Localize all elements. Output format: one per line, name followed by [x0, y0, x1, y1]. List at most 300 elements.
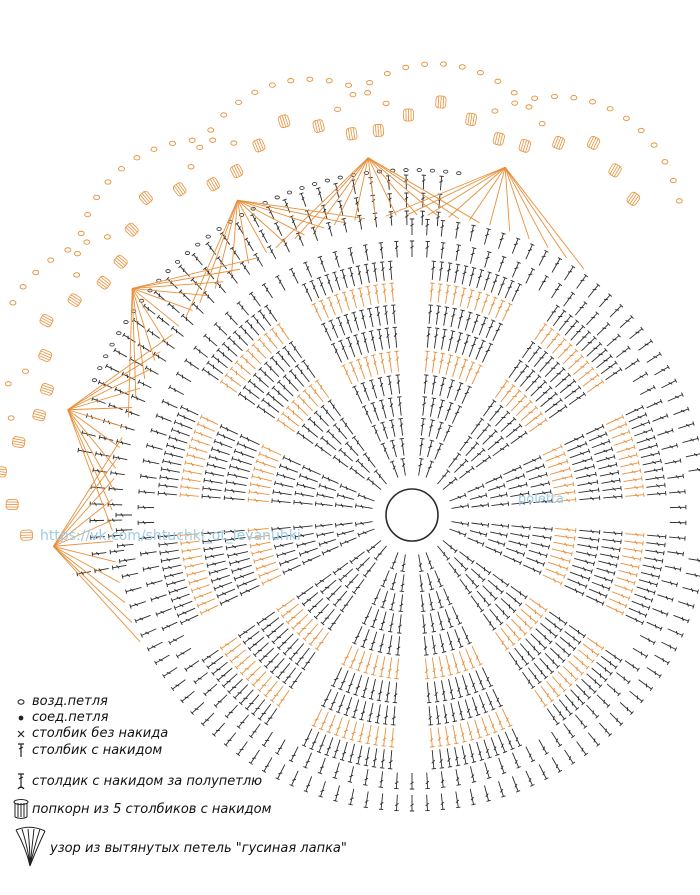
dc-stitch — [109, 403, 124, 412]
dc-stitch — [537, 275, 549, 291]
dc-stitch — [378, 633, 387, 652]
dc-stitch — [491, 572, 509, 587]
dc-stitch — [312, 708, 324, 727]
dc-stitch — [419, 594, 425, 611]
dc-stitch — [153, 352, 167, 363]
dc-stitch — [468, 788, 476, 805]
dc-stitch — [544, 398, 563, 414]
dc-stitch — [547, 459, 568, 470]
dc-stitch — [396, 636, 402, 655]
dc-stitch — [237, 577, 258, 589]
dc-stitch — [524, 244, 535, 260]
dc-stitch — [465, 290, 474, 309]
dc-stitch — [634, 428, 653, 438]
dc-stitch — [365, 286, 373, 305]
dc-stitch — [660, 379, 676, 390]
dc-stitch — [669, 489, 685, 495]
dc-stitch — [336, 694, 347, 713]
dc-stitch — [112, 563, 127, 570]
dc-stitch — [380, 262, 387, 281]
dc-stitch — [359, 701, 368, 720]
dc-stitch — [585, 704, 599, 719]
dc-stitch — [572, 456, 593, 466]
dc-stitch — [240, 583, 260, 596]
dc-stitch — [530, 481, 549, 490]
dc-stitch — [550, 283, 562, 299]
dc-stitch — [377, 329, 385, 350]
dc-stitch — [445, 263, 452, 282]
dc-stitch — [484, 691, 495, 710]
dc-stitch — [494, 711, 505, 730]
dc-stitch — [182, 546, 201, 553]
dc-stitch — [548, 405, 567, 420]
dc-stitch — [315, 522, 332, 528]
dc-stitch — [317, 734, 328, 753]
dc-stitch — [622, 468, 641, 476]
dc-stitch — [192, 302, 205, 315]
dc-stitch — [352, 578, 366, 594]
dc-stitch — [162, 620, 178, 631]
dc-stitch — [92, 397, 107, 406]
dc-stitch — [598, 462, 617, 471]
dc-stitch — [373, 213, 379, 227]
dc-stitch — [439, 793, 445, 809]
dc-stitch — [364, 357, 374, 378]
legend-item-chain: возд.петля — [10, 694, 108, 709]
dc-stitch — [550, 731, 562, 747]
dc-stitch — [289, 746, 300, 762]
dc-stitch — [390, 440, 399, 458]
dc-stitch — [646, 620, 662, 631]
dc-stitch — [433, 570, 444, 587]
dc-stitch — [603, 530, 622, 536]
dc-stitch — [436, 544, 450, 560]
dc-stitch — [458, 436, 472, 452]
dc-stitch — [126, 409, 141, 418]
dc-stitch — [451, 286, 459, 305]
dc-stitch — [275, 275, 287, 291]
dc-stitch — [445, 748, 452, 767]
dc-stitch — [204, 545, 223, 552]
dc-stitch — [380, 422, 389, 440]
dc-stitch — [342, 292, 352, 311]
dc-stitch — [334, 294, 344, 313]
dc-stitch — [139, 489, 155, 495]
dc-stitch — [664, 564, 681, 571]
dc-stitch — [191, 583, 210, 593]
dc-stitch — [458, 578, 472, 594]
dc-stitch — [636, 585, 655, 595]
dc-stitch — [388, 613, 396, 632]
dc-stitch — [619, 315, 634, 329]
dc-stitch — [477, 694, 488, 713]
dc-stitch — [381, 727, 388, 746]
dc-stitch — [574, 556, 595, 566]
dc-stitch — [456, 310, 465, 329]
dc-stitch — [159, 483, 178, 490]
dc-stitch — [379, 353, 387, 374]
dc-stitch — [297, 618, 314, 636]
dc-stitch — [497, 256, 507, 273]
dc-stitch — [537, 250, 548, 266]
dc-stitch — [333, 785, 341, 802]
dc-stitch — [419, 418, 425, 435]
dc-stitch — [356, 459, 371, 474]
dc-stitch — [225, 312, 239, 327]
dc-stitch — [457, 359, 468, 380]
dc-stitch — [319, 537, 337, 546]
dc-stitch — [522, 563, 541, 575]
dc-stitch — [634, 592, 653, 602]
dc-stitch — [356, 556, 371, 571]
dc-stitch — [528, 472, 547, 482]
dc-stitch — [489, 274, 499, 293]
dc-stitch — [645, 475, 664, 482]
dc-stitch — [182, 476, 201, 483]
dc-stitch — [205, 552, 224, 560]
dc-stitch — [220, 424, 239, 436]
dc-stitch — [321, 323, 333, 342]
dc-stitch — [600, 552, 619, 560]
dc-stitch — [171, 592, 190, 602]
dc-stitch — [605, 415, 624, 427]
dc-stitch — [594, 447, 613, 457]
dc-stitch — [467, 536, 484, 547]
dc-stitch — [304, 776, 314, 793]
dc-stitch — [162, 399, 178, 410]
dc-stitch — [458, 288, 466, 307]
dc-stitch — [348, 766, 356, 783]
dc-stitch — [317, 492, 335, 500]
dc-stitch — [430, 750, 436, 769]
dc-stitch — [644, 467, 663, 475]
dc-stitch — [454, 769, 461, 786]
dc-stitch — [340, 594, 355, 612]
dc-stitch — [327, 714, 338, 733]
dc-stitch — [595, 693, 610, 707]
dc-stitch — [317, 530, 335, 538]
dc-stitch — [191, 701, 206, 715]
dc-stitch — [416, 554, 423, 571]
dc-stitch — [468, 225, 476, 242]
dc-stitch — [341, 645, 354, 665]
dc-stitch — [436, 400, 445, 419]
dc-stitch — [576, 549, 597, 558]
dc-stitch — [598, 294, 612, 309]
dc-stitch — [434, 306, 441, 325]
dc-stitch — [410, 773, 414, 789]
dc-stitch — [506, 546, 525, 556]
dc-stitch — [439, 243, 445, 259]
dc-stitch — [510, 283, 522, 302]
dc-stitch — [510, 531, 529, 539]
dc-stitch — [503, 731, 514, 750]
dc-stitch — [503, 280, 514, 299]
dc-stitch — [262, 444, 282, 457]
dc-stitch — [688, 557, 700, 564]
dc-stitch — [475, 455, 491, 469]
dc-stitch — [373, 726, 380, 745]
dc-stitch — [510, 262, 520, 278]
dc-stitch — [228, 472, 249, 481]
dc-stitch — [362, 406, 374, 425]
dc-stitch — [234, 449, 255, 460]
dc-stitch — [164, 570, 183, 579]
dc-stitch — [653, 653, 669, 665]
dc-stitch — [606, 334, 621, 348]
dc-stitch — [254, 553, 275, 563]
dc-stitch — [579, 496, 600, 502]
dc-stitch — [591, 580, 610, 591]
dc-stitch — [616, 445, 635, 455]
dc-stitch — [437, 194, 443, 208]
dc-stitch — [657, 428, 674, 437]
dc-stitch — [348, 743, 357, 762]
dc-stitch — [400, 458, 407, 475]
dc-stitch — [276, 763, 287, 779]
dc-stitch — [143, 458, 160, 465]
dc-stitch — [201, 711, 215, 725]
dc-stitch — [335, 503, 352, 510]
dc-stitch — [482, 229, 490, 246]
dc-stitch — [185, 659, 201, 672]
dc-stitch — [119, 557, 135, 564]
dc-stitch — [352, 386, 364, 405]
double-crochet-icon — [10, 742, 32, 758]
dc-stitch — [237, 441, 258, 453]
dc-stitch — [248, 497, 269, 503]
dc-stitch — [537, 763, 548, 779]
dc-stitch — [496, 277, 507, 296]
dc-stitch — [132, 318, 146, 330]
dc-stitch — [361, 332, 371, 353]
dc-stitch — [485, 545, 502, 556]
dc-stitch — [174, 599, 193, 610]
dc-stitch — [140, 550, 156, 557]
url-watermark: https://vk.com/shtuchki_ot_levanuhki — [40, 528, 301, 544]
dc-stitch — [364, 747, 372, 766]
dc-stitch — [623, 546, 642, 553]
dc-stitch — [425, 572, 434, 590]
dc-stitch — [387, 657, 394, 678]
dc-stitch — [574, 713, 588, 728]
dc-stitch — [217, 432, 236, 443]
dc-stitch — [685, 451, 700, 459]
dc-stitch — [203, 334, 218, 348]
scallop-edging — [0, 62, 682, 642]
dc-stitch — [363, 453, 377, 469]
dc-stitch — [249, 722, 262, 738]
dc-stitch — [229, 464, 250, 474]
dc-stitch — [397, 614, 403, 633]
dc-stitch — [181, 690, 196, 703]
dc-stitch — [200, 603, 219, 615]
dc-stitch — [608, 597, 627, 608]
dc-stitch — [480, 294, 490, 313]
dc-stitch — [277, 418, 296, 433]
dc-stitch — [135, 613, 152, 623]
dc-stitch — [524, 375, 541, 393]
dc-stitch — [470, 365, 483, 385]
dc-stitch — [625, 613, 644, 625]
dc-stitch — [187, 568, 206, 577]
dc-stitch — [644, 556, 663, 564]
dc-stitch — [344, 314, 354, 333]
dc-stitch — [444, 355, 453, 376]
dc-stitch — [450, 653, 460, 674]
dc-stitch — [430, 261, 436, 280]
dc-stitch — [326, 222, 334, 237]
dc-stitch — [283, 375, 300, 393]
dc-stitch — [454, 245, 461, 262]
dc-stitch — [554, 533, 575, 540]
dc-stitch — [355, 519, 372, 526]
dc-stitch — [273, 490, 292, 497]
dc-stitch — [639, 385, 655, 396]
dc-stitch — [256, 560, 277, 571]
dc-stitch — [283, 563, 302, 575]
dc-stitch — [181, 314, 194, 327]
dc-stitch — [151, 428, 168, 437]
dc-stitch — [563, 749, 575, 765]
dc-stitch — [341, 365, 354, 385]
dc-stitch — [569, 570, 590, 581]
dc-stitch — [524, 637, 541, 655]
dc-stitch — [252, 547, 273, 556]
dc-stitch — [225, 488, 246, 495]
dc-stitch — [596, 566, 615, 575]
dc-stitch — [418, 574, 425, 591]
dc-stitch — [214, 580, 233, 591]
dc-stitch — [108, 518, 122, 523]
dc-stitch — [380, 591, 389, 609]
dc-stitch — [578, 535, 599, 542]
dc-stitch — [319, 300, 330, 319]
dc-stitch — [297, 482, 316, 491]
dc-stitch — [450, 406, 462, 425]
dc-stitch — [229, 556, 250, 566]
dc-stitch — [425, 241, 430, 257]
dc-stitch — [391, 305, 397, 324]
dc-stitch — [628, 690, 643, 703]
dc-stitch — [497, 757, 507, 774]
dc-stitch — [490, 492, 508, 500]
dc-stitch — [166, 578, 185, 587]
dc-stitch — [351, 312, 360, 331]
dc-stitch — [458, 466, 474, 480]
scallop — [8, 235, 172, 531]
dc-stitch — [225, 704, 239, 719]
dc-stitch — [220, 594, 239, 606]
dc-stitch — [234, 570, 255, 581]
dc-stitch — [526, 464, 545, 475]
dc-stitch — [451, 725, 459, 744]
dc-stitch — [567, 577, 588, 589]
dc-stitch — [317, 277, 328, 296]
dc-stitch — [351, 180, 358, 195]
dc-stitch — [682, 436, 699, 444]
dc-stitch — [181, 484, 200, 491]
dc-stitch — [508, 539, 527, 548]
dc-stitch — [460, 335, 470, 356]
dc-stitch — [214, 439, 233, 450]
dc-stitch — [433, 443, 444, 460]
dc-stitch — [202, 494, 221, 500]
dc-stitch — [467, 743, 476, 762]
dc-stitch — [277, 380, 295, 398]
dc-stitch — [494, 300, 505, 319]
dc-stitch — [470, 314, 480, 333]
dc-stitch — [375, 307, 382, 326]
double-crochet-back-loop-icon — [10, 772, 32, 790]
dc-stitch — [240, 262, 251, 276]
dc-stitch — [369, 380, 379, 399]
dc-stitch — [469, 528, 487, 537]
dc-stitch — [237, 713, 251, 728]
dc-stitch — [394, 351, 400, 372]
dc-stitch — [601, 478, 620, 485]
dc-stitch — [303, 389, 320, 407]
dc-stitch — [275, 739, 287, 755]
dc-stitch — [325, 737, 335, 756]
dc-stitch — [506, 473, 525, 483]
dc-stitch — [163, 563, 182, 571]
dc-stitch — [335, 521, 352, 528]
dc-stitch — [114, 348, 128, 359]
legend-item-dc: столбик с накидом — [10, 742, 162, 758]
dc-stitch — [482, 400, 497, 418]
dc-stitch — [303, 752, 313, 768]
dc-stitch — [192, 253, 204, 267]
dc-stitch — [576, 472, 597, 481]
dc-stitch — [394, 795, 399, 811]
dc-stitch — [483, 762, 492, 779]
dc-stitch — [451, 519, 468, 526]
dc-stitch — [279, 464, 298, 475]
dc-stitch — [482, 785, 490, 802]
dc-stitch — [550, 258, 562, 274]
dc-stitch — [375, 704, 382, 723]
dc-stitch — [467, 672, 478, 693]
dc-stitch — [555, 526, 576, 532]
dc-stitch — [346, 672, 357, 693]
dc-stitch — [277, 632, 295, 650]
dc-stitch — [456, 701, 465, 720]
dc-stitch — [177, 606, 196, 617]
dc-stitch — [491, 443, 509, 458]
dc-stitch — [240, 434, 260, 447]
dc-stitch — [356, 745, 364, 764]
dc-stitch — [367, 308, 375, 327]
dc-stitch — [434, 422, 443, 440]
dc-stitch — [682, 585, 699, 593]
dc-stitch — [250, 482, 271, 490]
legend-item-sc: столбик без накида — [10, 726, 168, 741]
dc-stitch — [155, 653, 171, 665]
dc-stitch — [203, 682, 218, 696]
dc-stitch — [519, 642, 536, 660]
dc-stitch — [381, 284, 388, 303]
dc-stitch — [205, 470, 224, 478]
dc-stitch — [539, 392, 557, 409]
dc-stitch — [254, 467, 275, 477]
dc-stitch — [369, 331, 378, 352]
dc-stitch — [443, 285, 450, 304]
dc-stitch — [464, 442, 479, 458]
dc-stitch — [180, 493, 199, 499]
dc-stitch — [179, 290, 192, 303]
dc-stitch — [424, 795, 429, 811]
